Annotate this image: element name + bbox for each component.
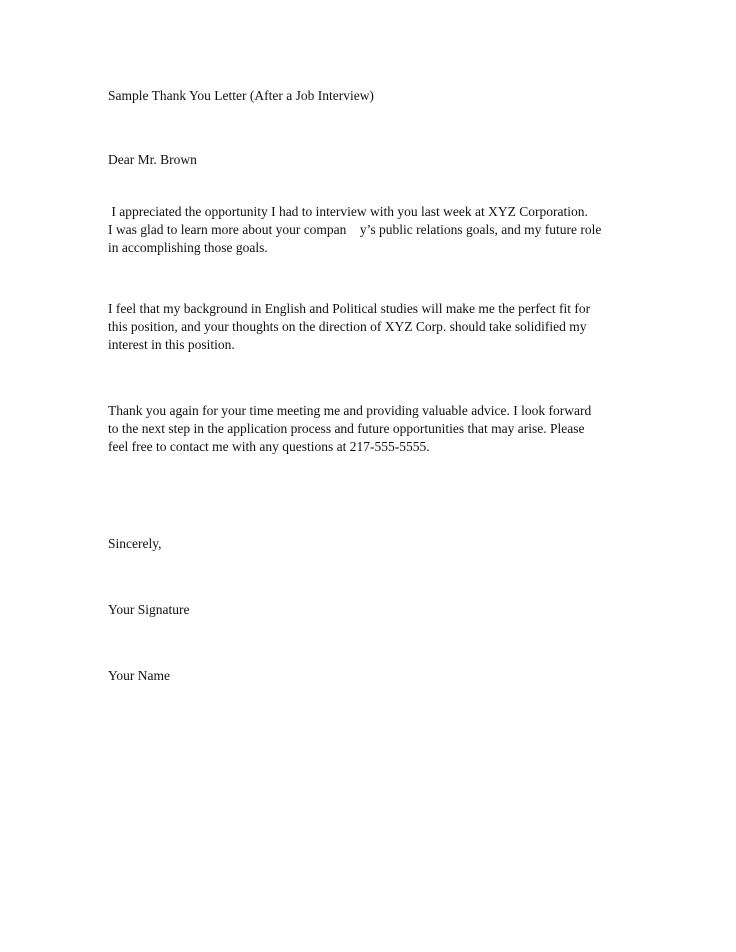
paragraph-1-line-1: I appreciated the opportunity I had to interview with you last week at XYZ Corporation. — [108, 204, 588, 219]
salutation: Dear Mr. Brown — [108, 152, 197, 167]
paragraph-2-line-3: interest in this position. — [108, 337, 235, 352]
paragraph-3-line-3: feel free to contact me with any questions at 217-555-5555. — [108, 439, 430, 454]
paragraph-3-line-1: Thank you again for your time meeting me and providing valuable advice. I look forward — [108, 403, 592, 418]
closing: Sincerely, — [108, 536, 162, 551]
paragraph-1 — [108, 203, 608, 257]
signature-placeholder: Your Signature — [108, 602, 190, 617]
letter-title: Sample Thank You Letter (After a Job Interview) — [108, 88, 374, 103]
paragraph-2-line-1: I feel that my background in English and Political studies will make me the perfect fit for — [108, 301, 591, 316]
name-placeholder: Your Name — [108, 668, 171, 683]
paragraph-2-line-2: this position, and your thoughts on the direction of XYZ Corp. should take solidified my — [108, 319, 587, 334]
paragraph-2 — [108, 300, 608, 354]
paragraph-1-line-2: I was glad to learn more about your compan y’s public relations goals, and my future role — [108, 222, 602, 237]
paragraph-3-line-2: to the next step in the application process and future opportunities that may arise. Please — [108, 421, 585, 436]
paragraph-3 — [108, 402, 608, 456]
paragraph-1-line-3: in accomplishing those goals. — [108, 240, 268, 255]
